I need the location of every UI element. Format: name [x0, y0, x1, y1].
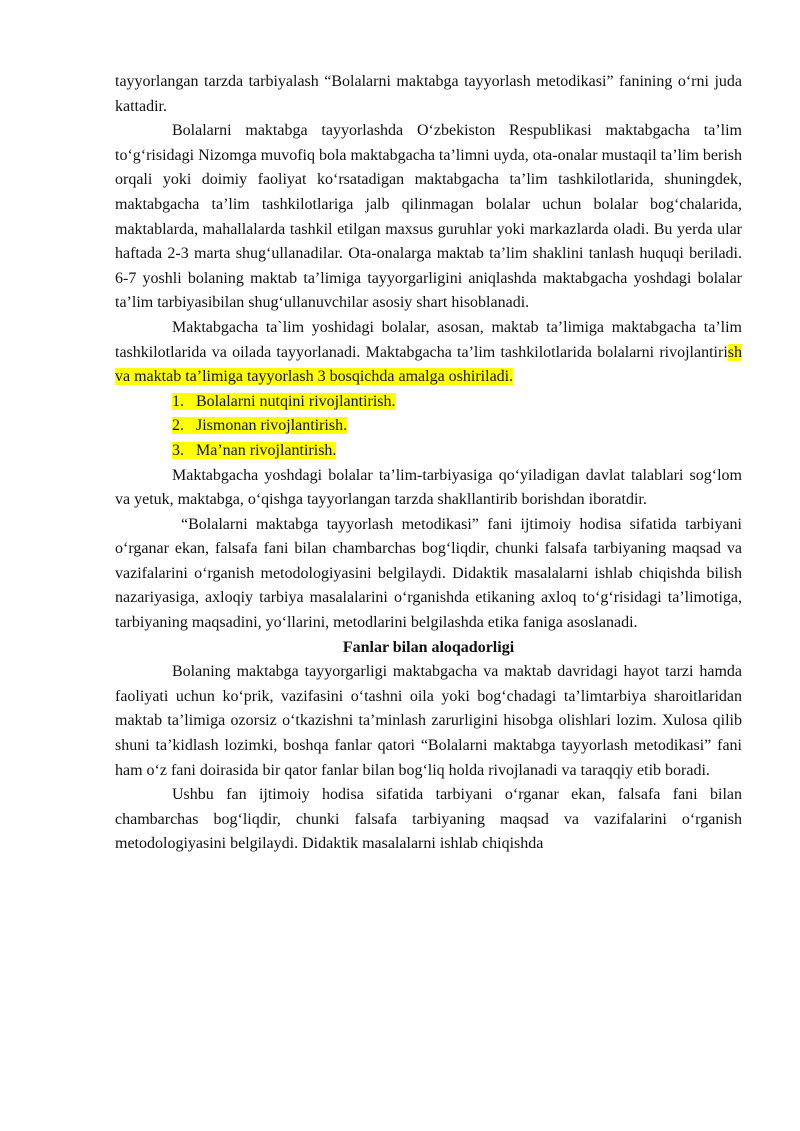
highlighted-text: sh va maktab ta’limiga tayyorlash 3 bosqichda amalga oshiriladi.	[115, 343, 742, 386]
list-item-number: 3.	[172, 441, 184, 459]
document-page	[115, 70, 742, 857]
paragraph-2: Bolalarni maktabga tayyorlashda O‘zbekiston Respublikasi maktabgacha ta’lim to‘g‘risidagi Nizomga muvofiq bola maktabgacha ta’limni uyda, ota-onalar mustaqil ta’lim berish orqali yoki doimiy faoliyat ko‘rsatadigan maktabgacha ta’lim tashkilotlarida, shuningdek, maktabgacha ta’lim tashkilotlariga jalb qilinmagan bolalar uchun bolalar bog‘chalarida, maktablarda, mahallalarda tashkil etilgan maxsus guruhlar yoki markazlarda oladi. Bu yerda ular haftada 2-3 marta shug‘ullanadilar. Ota-onalarga maktab ta’lim shaklini tanlash huquqi beriladi. 6-7 yoshli bolaning maktab ta’limiga tayyorgarligini aniqlashda maktabgacha yoshdagi bolalar ta’lim tarbiyasibilan shug‘ullanuvchilar asosiy shart hisoblanadi.	[115, 122, 742, 312]
list-item-text: Jismonan rivojlantirish.	[196, 417, 348, 435]
list-item-number: 1.	[172, 392, 184, 410]
section-heading: Fanlar bilan aloqadorligi	[342, 638, 515, 656]
paragraph-4: Maktabgacha yoshdagi bolalar ta’lim-tarbiyasiga qo‘yiladigan davlat talablari sog‘lom va yetuk, maktabga, o‘qishga tayyorlangan tarzda shakllantirib borishdan iboratdir.	[115, 466, 742, 509]
stages-list	[115, 390, 742, 464]
list-item	[115, 439, 742, 464]
paragraph-6: Bolaning maktabga tayyorgarligi maktabgacha va maktab davridagi hayot tarzi hamda faoliyati uchun ko‘prik, vazifasini o‘tashni oila yoki bog‘chadagi ta’limtarbiya sharoitlaridan maktab ta’limiga ozorsiz o‘tkazishni ta’minlash zarurligini hisobga olishlari lozim. Xulosa qilib shuni ta’kidlash lozimki, boshqa fanlar qatori “Bolalarni maktabga tayyorlash metodikasi” fani ham o‘z fani doirasida bir qator fanlar bilan bog‘liq holda rivojlanadi va taraqqiy etib boradi.	[115, 663, 742, 779]
paragraph-3	[115, 316, 742, 390]
list-item	[115, 414, 742, 439]
paragraph-3-text: Maktabgacha ta`lim yoshidagi bolalar, asosan, maktab ta’limiga maktabgacha ta’lim tashkilotlarida va oilada tayyorlanadi. Maktabgacha ta’lim tashkilotlarida bolalarni rivojlantiri	[115, 318, 742, 361]
list-item-text: Ma’nan rivojlantirish.	[196, 441, 337, 459]
paragraph-1: tayyorlangan tarzda tarbiyalash “Bolalarni maktabga tayyorlash metodikasi” fanining o‘rni juda kattadir.	[115, 73, 742, 115]
list-item	[115, 390, 742, 415]
list-item-text: Bolalarni nutqini rivojlantirish.	[196, 392, 396, 410]
paragraph-5: “Bolalarni maktabga tayyorlash metodikasi” fani ijtimoiy hodisa sifatida tarbiyani o‘rganar ekan, falsafa fani bilan chambarchas bog‘liqdir, chunki falsafa tarbiyaning maqsad va vazifalarini o‘rganish metodologiyasini belgilaydi. Didaktik masalalarni ishlab chiqishda bilish nazariyasiga, axloqiy tarbiya masalalarini o‘rganishda etikaning axloq to‘g‘risidagi ta’limotiga, tarbiyaning maqsadini, yo‘llarini, metodlarini belgilashda etika faniga asoslanadi.	[115, 515, 742, 632]
list-item-number: 2.	[172, 417, 184, 435]
paragraph-7: Ushbu fan ijtimoiy hodisa sifatida tarbiyani o‘rganar ekan, falsafa fani bilan chambarchas bog‘liqdir, chunki falsafa tarbiyaning maqsad va vazifalarini o‘rganish metodologiyasini belgilaydi. Didaktik masalalarni ishlab chiqishda	[115, 786, 742, 853]
